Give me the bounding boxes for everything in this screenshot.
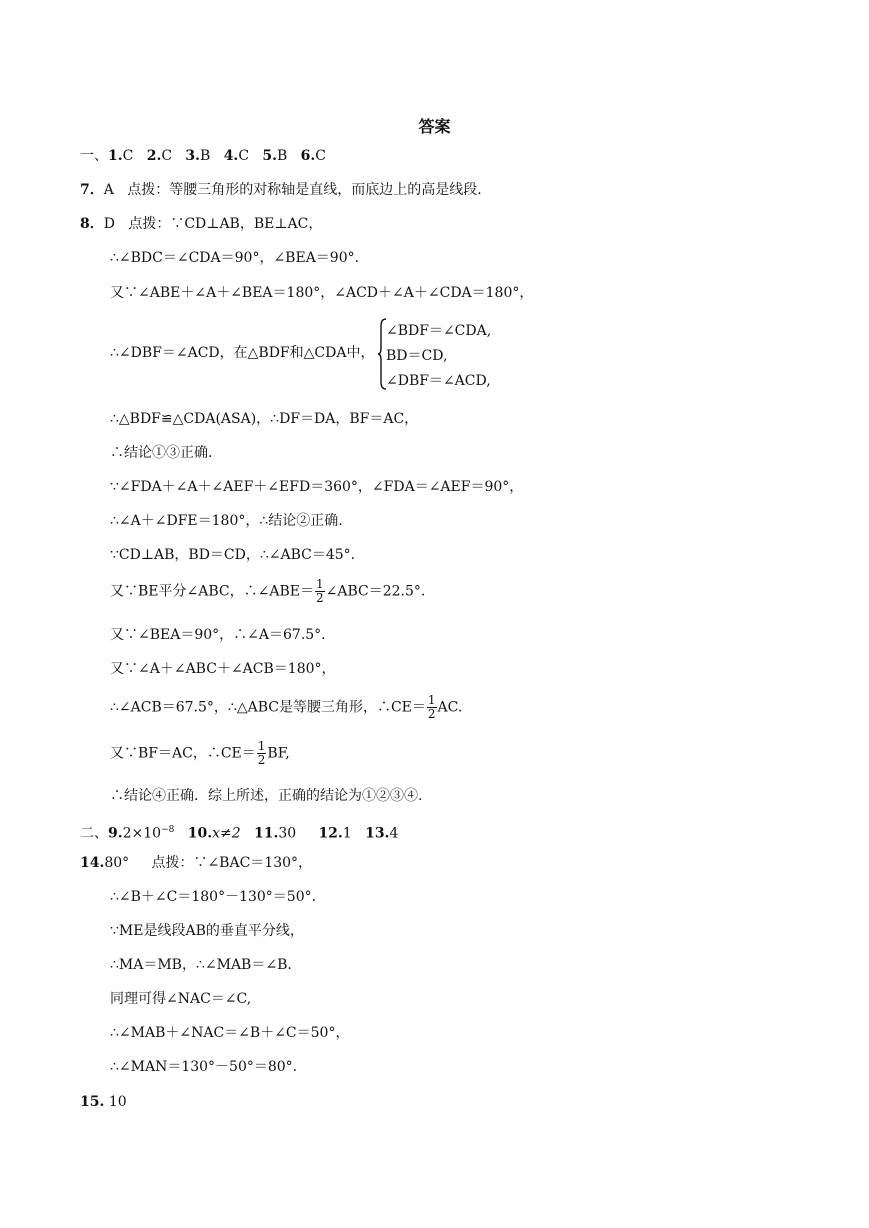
q8-line-8: ∴∠A＋∠DFE＝180°，∴结论②正确. <box>110 513 343 529</box>
q8-line-7: ∵∠FDA＋∠A＋∠AEF＋∠EFD＝360°，∠FDA＝∠AEF＝90°， <box>110 479 524 495</box>
q12-num: 12. <box>318 825 343 842</box>
q8-line-14a: 又∵BF＝AC，∴CE＝ <box>110 745 256 762</box>
q3-num: 3. <box>185 148 201 164</box>
q8-line-10a: 又∵BE平分∠ABC，∴∠ABE＝ <box>110 583 314 600</box>
fraction-half <box>427 694 437 721</box>
q1-ans: C <box>122 148 134 164</box>
q9-exponent: −8 <box>161 825 175 835</box>
q10-num: 10. <box>187 825 213 842</box>
q7-text: 点拨：等腰三角形的对称轴是直线，而底边上的高是线段. <box>127 182 482 198</box>
fraction-denominator: 2 <box>315 591 324 605</box>
q9-num: 9. <box>108 825 123 842</box>
q8-line-1 <box>80 214 322 234</box>
q15-ans: 10 <box>108 1094 127 1110</box>
q12-ans: 1 <box>342 825 352 842</box>
q8-line-14 <box>110 740 290 767</box>
q8-line-15: ∴结论④正确．综上所述，正确的结论为①②③④. <box>110 788 423 804</box>
q8-line-9: ∵CD⊥AB，BD＝CD，∴∠ABC＝45°. <box>110 547 356 563</box>
q5-num: 5. <box>262 148 278 164</box>
section1-prefix: 一、 <box>80 148 108 164</box>
q4-num: 4. <box>223 148 239 164</box>
q10-ans: x≠2 <box>212 825 241 842</box>
q1-num: 1. <box>108 148 123 164</box>
q8-line-13b: AC. <box>437 699 463 716</box>
q15-num: 15. <box>80 1094 105 1110</box>
q15-line <box>80 1092 127 1112</box>
q8-line-12: 又∵∠A＋∠ABC＋∠ACB＝180°， <box>110 661 336 677</box>
q7-line <box>80 180 482 200</box>
q8-text-1: 点拨：∵CD⊥AB，BE⊥AC， <box>128 216 323 232</box>
section2-prefix: 二、 <box>80 825 108 842</box>
section1-answers <box>80 146 326 166</box>
section2-answers <box>80 820 398 844</box>
page-title: 答案 <box>418 117 451 136</box>
fraction-numerator: 1 <box>315 577 324 591</box>
q8-line-2: ∴∠BDC＝∠CDA＝90°，∠BEA＝90°. <box>110 250 360 266</box>
fraction-half <box>315 578 325 605</box>
q14-line-3: ∵ME是线段AB的垂直平分线， <box>110 923 304 939</box>
q8-line-10b: ∠ABC＝22.5°. <box>325 583 426 600</box>
system-eq-1: ∠BDF＝∠CDA, <box>386 323 492 339</box>
q14-line-1 <box>80 853 312 873</box>
fraction-numerator: 1 <box>427 693 436 707</box>
q5-ans: B <box>277 148 288 164</box>
q14-line-5: 同理可得∠NAC＝∠C, <box>110 991 252 1007</box>
q8-line-5: ∴△BDF≌△CDA(ASA)，∴DF＝DA，BF＝AC， <box>110 411 419 427</box>
q14-text-1: 点拨：∵∠BAC＝130°， <box>151 855 313 871</box>
q8-line-13a: ∴∠ACB＝67.5°，∴△ABC是等腰三角形，∴CE＝ <box>110 699 426 716</box>
q7-ans: A <box>103 182 114 198</box>
q8-line-4: ∴∠DBF＝∠ACD，在△BDF和△CDA中， <box>110 345 375 361</box>
q4-ans: C <box>238 148 250 164</box>
q13-ans: 4 <box>389 825 399 842</box>
q8-line-3: 又∵∠ABE＋∠A＋∠BEA＝180°，∠ACD＋∠A＋∠CDA＝180°， <box>110 285 534 301</box>
q14-num: 14. <box>80 855 105 871</box>
fraction-denominator: 2 <box>427 707 436 721</box>
q14-line-6: ∴∠MAB＋∠NAC＝∠B＋∠C＝50°， <box>110 1025 350 1041</box>
q6-num: 6. <box>300 148 316 164</box>
q13-num: 13. <box>365 825 390 842</box>
q8-line-13 <box>110 694 462 721</box>
q8-line-10 <box>110 578 425 605</box>
q14-line-7: ∴∠MAN＝130°－50°＝80°. <box>110 1059 298 1075</box>
fraction-numerator: 1 <box>257 739 266 753</box>
system-eq-2: BD＝CD, <box>386 348 448 364</box>
q2-num: 2. <box>146 148 162 164</box>
system-eq-3: ∠DBF＝∠ACD, <box>386 373 491 389</box>
q8-line-14b: BF, <box>267 745 290 762</box>
q11-num: 11. <box>253 825 279 842</box>
q8-ans: D <box>103 216 115 232</box>
q6-ans: C <box>315 148 327 164</box>
q2-ans: C <box>161 148 173 164</box>
q14-line-4: ∴MA＝MB，∴∠MAB＝∠B. <box>110 957 292 973</box>
q8-line-6: ∴结论①③正确. <box>110 445 213 461</box>
q3-ans: B <box>200 148 211 164</box>
q14-ans: 80° <box>104 855 130 871</box>
q8-num: 8． <box>80 216 104 232</box>
q8-line-11: 又∵∠BEA＝90°，∴∠A＝67.5°. <box>110 627 326 643</box>
q11-ans: 30 <box>278 825 297 842</box>
fraction-denominator: 2 <box>257 753 266 767</box>
q14-line-2: ∴∠B＋∠C＝180°－130°＝50°. <box>110 889 317 905</box>
fraction-half <box>257 740 267 767</box>
q9-ans: 2×10 <box>122 825 162 842</box>
equation-system <box>378 318 528 390</box>
q7-num: 7． <box>80 182 104 198</box>
